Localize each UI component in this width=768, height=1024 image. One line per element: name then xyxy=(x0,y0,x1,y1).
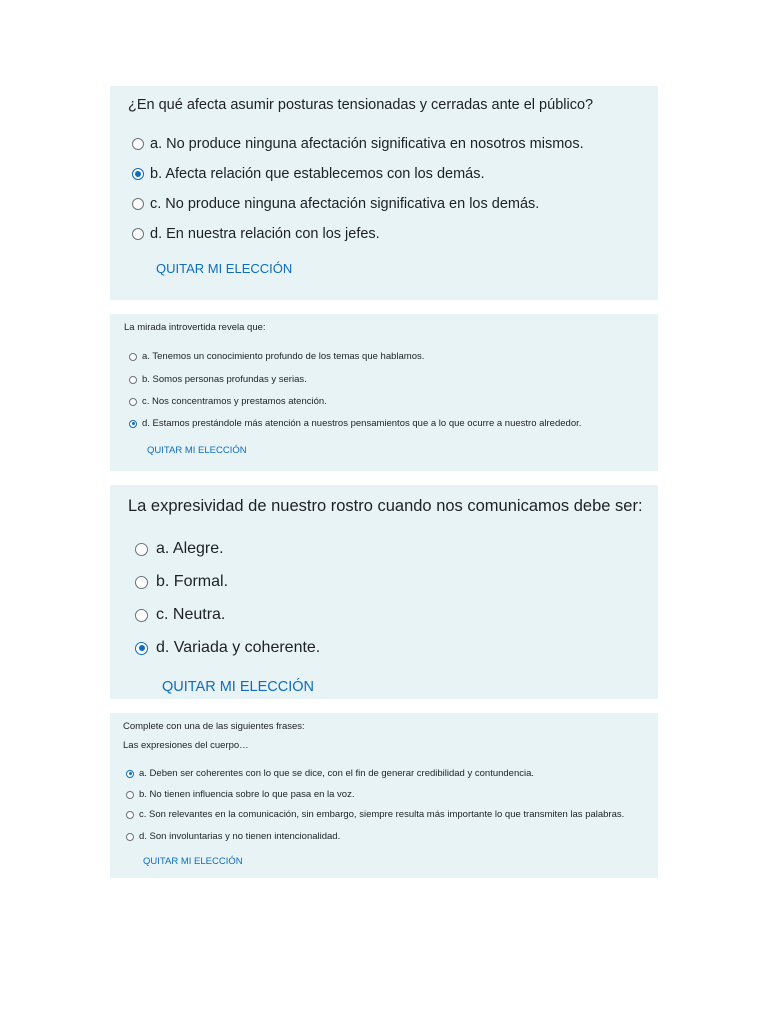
radio-button[interactable] xyxy=(126,811,134,819)
radio-button-selected[interactable] xyxy=(126,770,134,778)
clear-choice-link[interactable]: QUITAR MI ELECCIÓN xyxy=(147,445,247,456)
answer-option-label: b. No tienen influencia sobre lo que pasa en la voz. xyxy=(139,789,355,800)
answer-option-a[interactable] xyxy=(135,540,224,558)
answer-option-label: d. Variada y coherente. xyxy=(156,639,321,656)
radio-button[interactable] xyxy=(135,609,148,622)
question-text: La mirada introvertida revela que: xyxy=(124,322,266,333)
answer-option-label: c. Son relevantes en la comunicación, sin embargo, siempre resulta más importante lo que transmiten las palabras. xyxy=(139,809,625,820)
clear-choice-link[interactable]: QUITAR MI ELECCIÓN xyxy=(162,679,314,695)
answer-option-label: a. Alegre. xyxy=(156,540,224,557)
radio-button-selected[interactable] xyxy=(132,168,144,180)
radio-button[interactable] xyxy=(129,398,137,406)
answer-option-label: c. No produce ninguna afectación significativa en los demás. xyxy=(150,196,540,212)
question-card-3 xyxy=(110,485,658,699)
answer-option-a[interactable] xyxy=(126,768,534,779)
answer-option-d[interactable] xyxy=(129,418,581,429)
answer-option-a[interactable] xyxy=(129,351,424,362)
radio-button[interactable] xyxy=(129,353,137,361)
answer-option-label: b. Somos personas profundas y serias. xyxy=(142,374,307,385)
question-text: Complete con una de las siguientes frases: xyxy=(123,721,305,732)
answer-option-c[interactable] xyxy=(135,606,225,624)
answer-option-d[interactable] xyxy=(132,226,380,242)
answer-option-label: b. Formal. xyxy=(156,573,229,590)
question-text: ¿En qué afecta asumir posturas tensionadas y cerradas ante el público? xyxy=(128,97,594,113)
answer-option-c[interactable] xyxy=(132,196,539,212)
clear-choice-link[interactable]: QUITAR MI ELECCIÓN xyxy=(156,261,293,276)
answer-option-label: b. Afecta relación que establecemos con los demás. xyxy=(150,166,485,182)
radio-button[interactable] xyxy=(126,791,134,799)
question-card-4 xyxy=(110,713,658,878)
answer-option-b[interactable] xyxy=(135,573,228,591)
radio-button[interactable] xyxy=(132,198,144,210)
radio-button-selected[interactable] xyxy=(135,642,148,655)
question-text: La expresividad de nuestro rostro cuando nos comunicamos debe ser: xyxy=(128,497,643,515)
clear-choice-link[interactable]: QUITAR MI ELECCIÓN xyxy=(143,856,243,867)
answer-option-c[interactable] xyxy=(126,809,624,820)
answer-option-c[interactable] xyxy=(129,396,327,407)
answer-option-label: d. Son involuntarias y no tienen intencionalidad. xyxy=(139,831,341,842)
radio-button[interactable] xyxy=(126,833,134,841)
question-text-line-2: Las expresiones del cuerpo… xyxy=(123,740,249,751)
radio-button-selected[interactable] xyxy=(129,420,137,428)
answer-option-label: c. Nos concentramos y prestamos atención. xyxy=(142,396,327,407)
answer-option-d[interactable] xyxy=(135,639,320,657)
answer-option-a[interactable] xyxy=(132,136,584,152)
radio-button[interactable] xyxy=(132,138,144,150)
answer-option-label: a. No produce ninguna afectación significativa en nosotros mismos. xyxy=(150,136,584,152)
question-card-1 xyxy=(110,86,658,300)
answer-option-b[interactable] xyxy=(132,166,485,182)
radio-button[interactable] xyxy=(132,228,144,240)
answer-option-label: c. Neutra. xyxy=(156,606,226,623)
question-card-2 xyxy=(110,314,658,471)
radio-button[interactable] xyxy=(135,576,148,589)
answer-option-label: d. En nuestra relación con los jefes. xyxy=(150,226,380,242)
radio-button[interactable] xyxy=(129,376,137,384)
answer-option-b[interactable] xyxy=(126,789,354,800)
answer-option-label: d. Estamos prestándole más atención a nuestros pensamientos que a lo que ocurre a nuestro alrededor. xyxy=(142,418,582,429)
radio-button[interactable] xyxy=(135,543,148,556)
answer-option-label: a. Deben ser coherentes con lo que se dice, con el fin de generar credibilidad y contundencia. xyxy=(139,768,535,779)
answer-option-b[interactable] xyxy=(129,374,307,385)
answer-option-label: a. Tenemos un conocimiento profundo de los temas que hablamos. xyxy=(142,351,425,362)
answer-option-d[interactable] xyxy=(126,831,340,842)
